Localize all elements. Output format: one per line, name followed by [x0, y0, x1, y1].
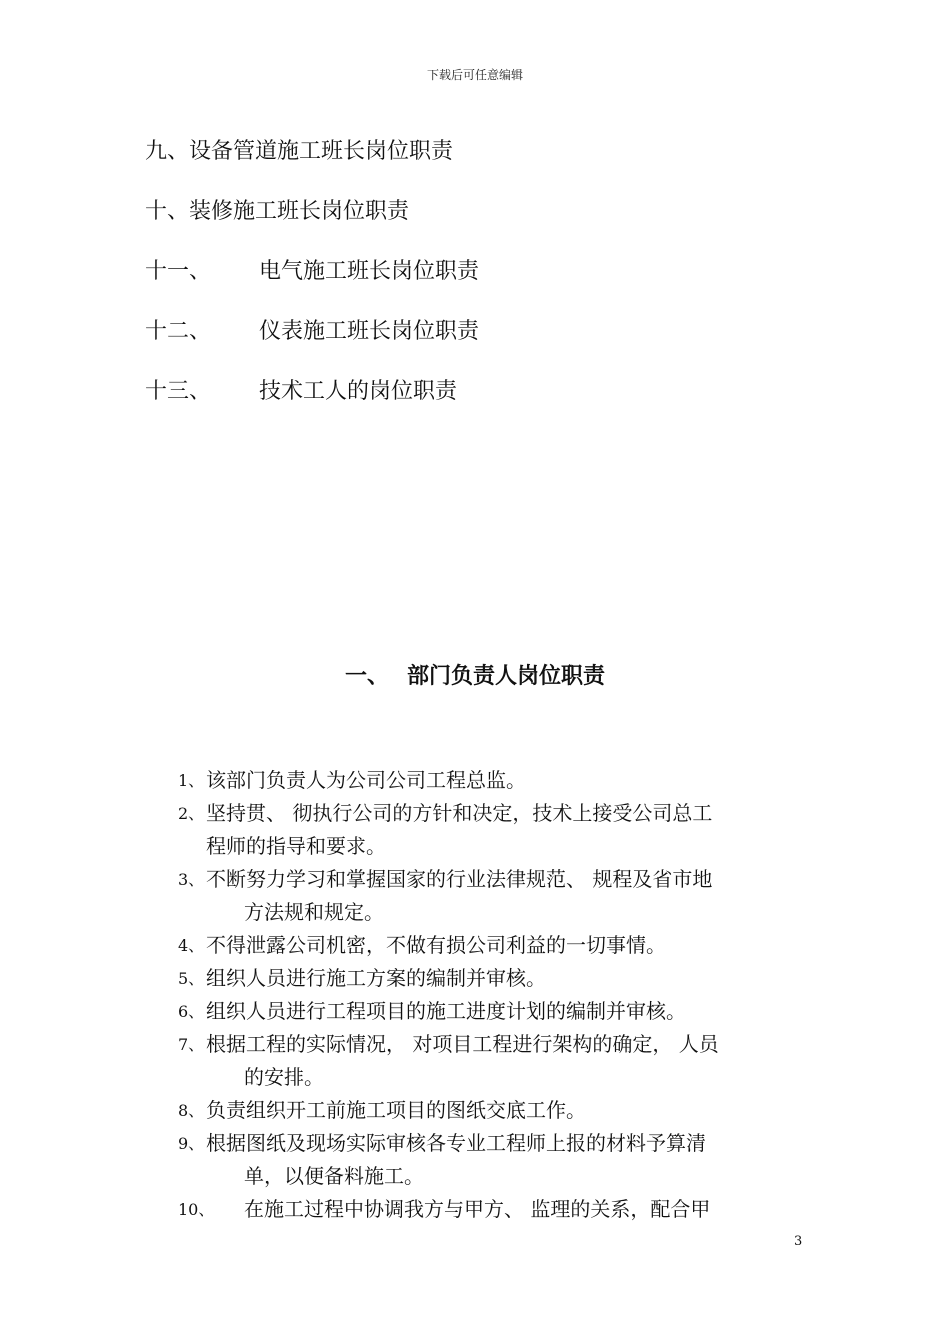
list-item-number: 8、	[178, 1101, 205, 1120]
toc-label: 仪表施工班长岗位职责	[259, 319, 480, 344]
list-item-number: 9、	[178, 1134, 205, 1153]
section-number: 一、	[344, 664, 389, 689]
list-item-number: 10、	[178, 1200, 215, 1219]
toc-item	[145, 258, 479, 286]
list-item-text: 在施工过程中协调我方与甲方、 监理的关系，配合甲	[244, 1197, 711, 1221]
list-item-continuation: 方法规和规定。	[244, 900, 384, 924]
list-item-number: 5、	[178, 969, 205, 988]
list-item-number: 2、	[178, 804, 205, 823]
toc-number: 十三、	[145, 379, 212, 404]
list-item-text: 根据图纸及现场实际审核各专业工程师上报的材料予算清	[206, 1131, 706, 1155]
list-item-number: 6、	[178, 1002, 205, 1021]
section-title: 部门负责人岗位职责	[407, 664, 606, 689]
section-heading	[0, 662, 950, 692]
list-item-text: 根据工程的实际情况， 对项目工程进行架构的确定， 人员	[206, 1032, 719, 1056]
list-item-continuation: 的安排。	[244, 1065, 324, 1089]
page-number: 3	[794, 1234, 803, 1249]
toc-number: 九、	[145, 139, 190, 164]
toc-label: 设备管道施工班长岗位职责	[189, 139, 454, 164]
toc-label: 技术工人的岗位职责	[259, 379, 458, 404]
list-item-continuation: 单，以便备料施工。	[244, 1164, 424, 1188]
toc-item	[145, 198, 409, 226]
list-item-number: 1、	[178, 771, 205, 790]
toc-number: 十二、	[145, 319, 212, 344]
toc-label: 装修施工班长岗位职责	[189, 199, 410, 224]
list-item-text: 组织人员进行工程项目的施工进度计划的编制并审核。	[206, 999, 686, 1023]
list-item-number: 3、	[178, 870, 205, 889]
toc-item	[145, 378, 457, 406]
list-item-number: 4、	[178, 936, 205, 955]
list-item-text: 该部门负责人为公司公司工程总监。	[206, 768, 526, 792]
toc-label: 电气施工班长岗位职责	[259, 259, 480, 284]
list-item-text: 坚持贯、 彻执行公司的方针和决定，技术上接受公司总工	[206, 801, 713, 825]
list-item-text: 不断努力学习和掌握国家的行业法律规范、 规程及省市地	[206, 867, 713, 891]
list-item-continuation: 程师的指导和要求。	[206, 834, 386, 858]
list-item-text: 负责组织开工前施工项目的图纸交底工作。	[206, 1098, 586, 1122]
list-item-number: 7、	[178, 1035, 205, 1054]
page-header: 下载后可任意编辑	[426, 68, 523, 82]
list-item-text: 不得泄露公司机密，不做有损公司利益的一切事情。	[206, 933, 666, 957]
toc-item	[145, 318, 479, 346]
list-item-text: 组织人员进行施工方案的编制并审核。	[206, 966, 546, 990]
toc-number: 十、	[145, 199, 190, 224]
toc-number: 十一、	[145, 259, 212, 284]
toc-item	[145, 138, 453, 166]
